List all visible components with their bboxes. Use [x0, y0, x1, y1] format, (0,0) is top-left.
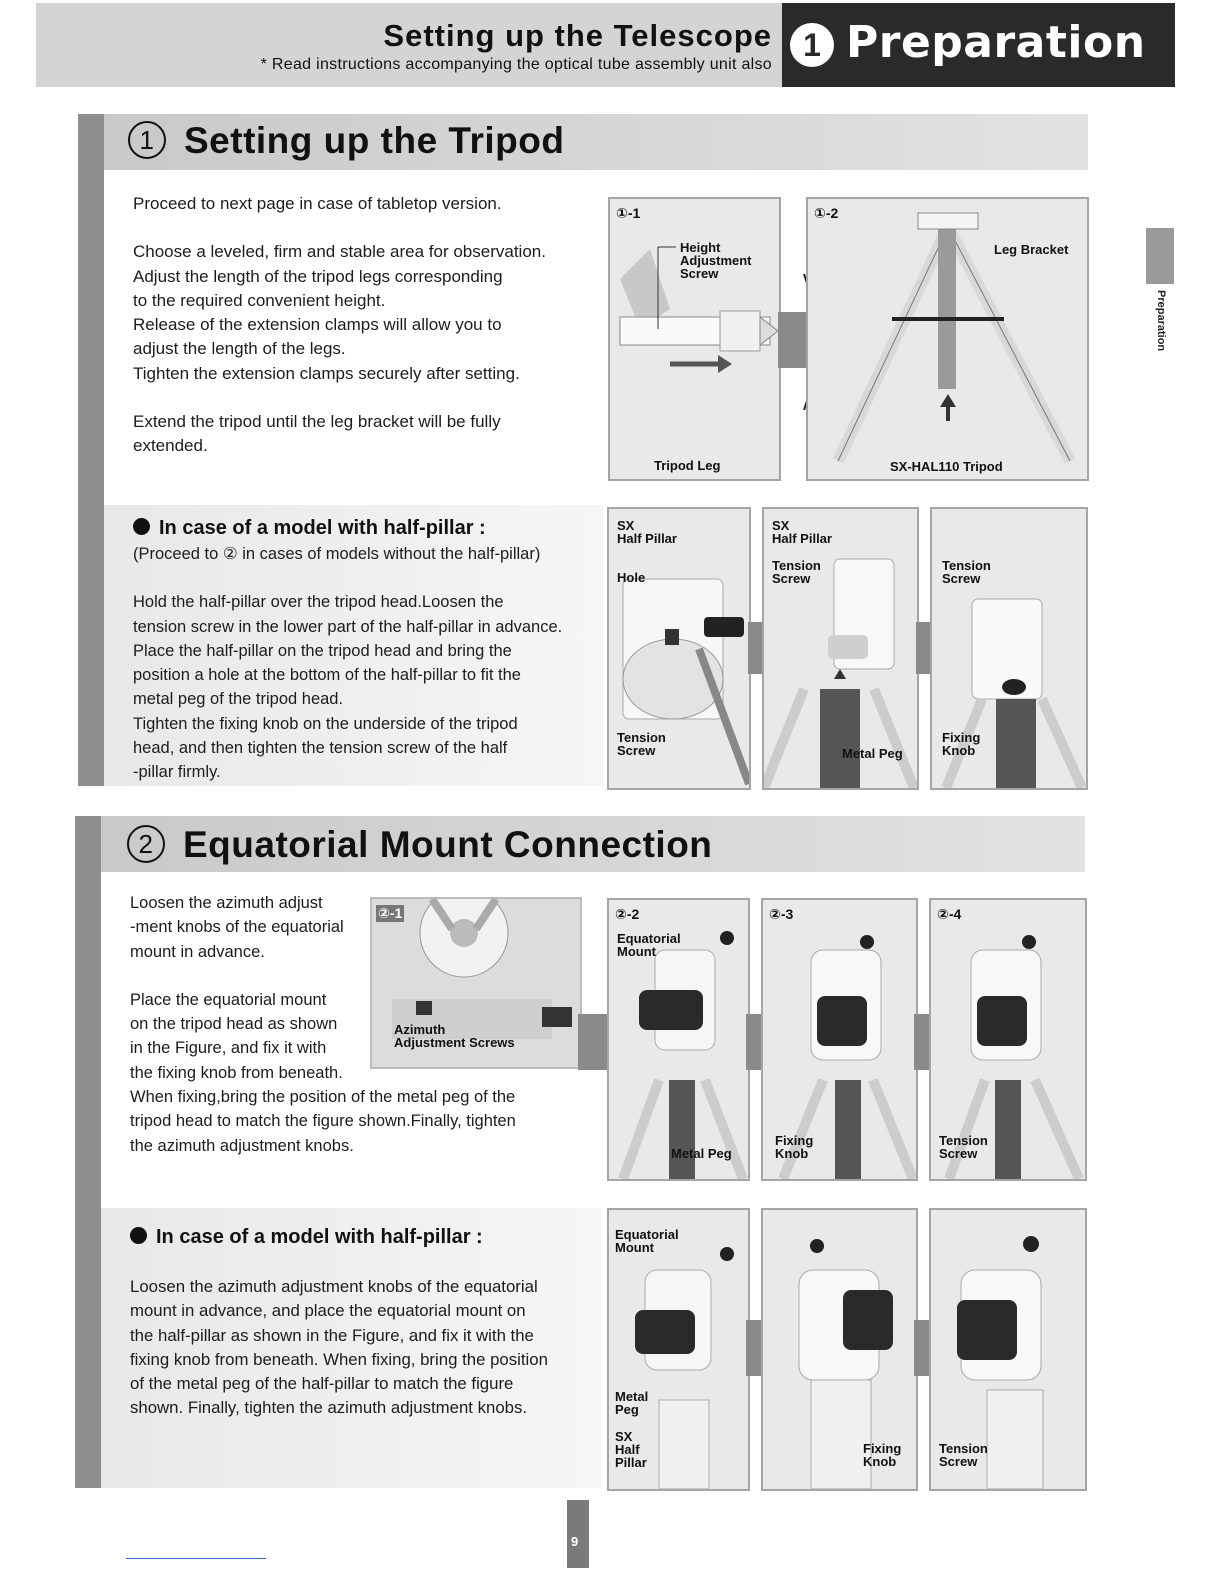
height-adjustment-screw-label: Height Adjustment Screw — [680, 240, 752, 281]
figure-2-4-number: ②-4 — [937, 906, 962, 922]
section2-para2-line: the fixing knob from beneath. — [130, 1063, 343, 1082]
section1-halfpillar-line: metal peg of the tripod head. — [133, 690, 344, 709]
side-tab-marker — [1146, 228, 1174, 284]
figure-2-2-number: ②-2 — [615, 906, 640, 922]
section1-para2-line: Release of the extension clamps will allow you to — [133, 315, 502, 335]
section2-halfpillar-line: mount in advance, and place the equatorial mount on — [130, 1301, 526, 1321]
sx-half-pillar-label: SX Half Pillar — [617, 518, 677, 546]
figure-1-1 — [608, 197, 781, 481]
equatorial-mount-label: Equatorial Mount — [615, 1227, 679, 1255]
chapter-title: Preparation — [846, 17, 1146, 68]
figure-halfpillar-b — [762, 507, 919, 790]
chapter-number-badge: 1 — [790, 23, 834, 67]
step-arrow — [578, 1014, 610, 1070]
side-tab — [1146, 290, 1174, 370]
metal-peg-label: Metal Peg — [615, 1389, 649, 1417]
hole-label: Hole — [617, 570, 646, 585]
section1-halfpillar-text — [133, 542, 603, 785]
figure-2-1-number: ②-1 — [378, 905, 403, 921]
section1-halfpillar-line: -pillar firmly. — [133, 763, 221, 782]
section2-para2-line: on the tripod head as shown — [130, 1015, 338, 1034]
equatorial-mount-label: Equatorial Mount — [617, 931, 681, 959]
section2-header — [101, 816, 1085, 872]
fixing-knob-label: Fixing Knob — [942, 730, 981, 758]
sx-half-pillar-label: SX Half Pillar — [772, 518, 832, 546]
bullet-icon — [133, 518, 150, 535]
section2-para3-line: the azimuth adjustment knobs. — [130, 1136, 354, 1155]
page-number: 9 — [571, 1534, 579, 1549]
page-number-tab — [567, 1500, 589, 1568]
section1-halfpillar-heading-text: In case of a model with half-pillar : — [159, 517, 486, 539]
section1-halfpillar-line: Place the half-pillar on the tripod head and bring the — [133, 641, 512, 660]
tension-screw-label: Tension Screw — [939, 1133, 988, 1161]
section1-header — [104, 114, 1088, 170]
section2-halfpillar-line: of the metal peg of the half-pillar to match the figure — [130, 1374, 514, 1394]
figure-1-2 — [806, 197, 1089, 481]
tension-screw-label: Tension Screw — [617, 730, 666, 758]
section1-side-bar — [78, 114, 104, 786]
section1-para3-line: Extend the tripod until the leg bracket will be fully — [133, 412, 501, 432]
figure-1-1-number: ①-1 — [616, 205, 641, 221]
section1-halfpillar-line: Hold the half-pillar over the tripod head.Loosen the — [133, 593, 504, 612]
section2-title-text: Equatorial Mount Connection — [183, 824, 713, 865]
section1-halfpillar-line: head, and then tighten the tension screw of the half — [133, 739, 508, 758]
section2-halfpillar-heading-text: In case of a model with half-pillar : — [156, 1226, 483, 1248]
leg-bracket-label: Leg Bracket — [994, 242, 1069, 257]
section1-halfpillar-line: position a hole at the bottom of the half-pillar to fit the — [133, 666, 521, 685]
section1-number: 1 — [128, 121, 166, 159]
section1-title — [128, 120, 564, 162]
bullet-icon — [130, 1227, 147, 1244]
section2-para3-line: tripod head to match the figure shown.Finally, tighten — [130, 1112, 516, 1131]
sx-hal110-tripod-label: SX-HAL110 Tripod — [890, 459, 1003, 474]
section2-side-bar — [75, 816, 101, 1488]
metal-peg-label: Metal Peg — [671, 1146, 732, 1161]
section2-halfpillar-line: fixing knob from beneath. When fixing, bring the position — [130, 1349, 548, 1369]
figure-2-halfpillar-b — [761, 1208, 918, 1491]
fixing-knob-label: Fixing Knob — [775, 1133, 814, 1161]
figure-halfpillar-c — [930, 507, 1088, 790]
azimuth-adjustment-screws-label: Azimuth Adjustment Screws — [394, 1022, 515, 1050]
section1-halfpillar-line: tension screw in the lower part of the half-pillar in advance. — [133, 617, 563, 636]
figure-2-3-number: ②-3 — [769, 906, 794, 922]
section2-halfpillar-line: Loosen the azimuth adjustment knobs of the equatorial — [130, 1277, 538, 1296]
page-title: Setting up the Telescope — [383, 18, 772, 53]
section2-para2-line: in the Figure, and fix it with — [130, 1039, 327, 1058]
tripod-leg-label: Tripod Leg — [654, 458, 721, 473]
section1-halfpillar-line: Tighten the fixing knob on the underside of the tripod — [133, 714, 518, 733]
figure-1-2-number: ①-2 — [814, 205, 839, 221]
section1-para2-line: Tighten the extension clamps securely after setting. — [133, 363, 520, 383]
sx-half-pillar-label: SX Half Pillar — [615, 1429, 647, 1470]
figure-2-halfpillar-a — [607, 1208, 750, 1491]
section1-para3-line: extended. — [133, 436, 208, 456]
section2-halfpillar-line: the half-pillar as shown in the Figure, and fix it with the — [130, 1325, 534, 1345]
section2-halfpillar-heading — [130, 1226, 483, 1249]
section1-halfpillar-heading — [133, 517, 486, 540]
section2-para1-line: -ment knobs of the equatorial — [130, 918, 344, 937]
section2-para2-line: Place the equatorial mount — [130, 990, 327, 1009]
section1-para1: Proceed to next page in case of tabletop version. — [133, 194, 502, 213]
tension-screw-label: Tension Screw — [772, 558, 821, 586]
metal-peg-label: Metal Peg — [842, 746, 903, 761]
figure-2-2 — [607, 898, 750, 1181]
section2-para1-line: Loosen the azimuth adjust — [130, 894, 323, 912]
section2-number: 2 — [127, 825, 165, 863]
section1-title-text: Setting up the Tripod — [184, 120, 565, 161]
header-note: * Read instructions accompanying the optical tube assembly unit also — [260, 56, 772, 73]
footer-link-line — [126, 1558, 266, 1559]
fixing-knob-label: Fixing Knob — [863, 1441, 902, 1469]
figure-2-4 — [929, 898, 1087, 1181]
section1-para2-line: Adjust the length of the tripod legs corresponding — [133, 266, 503, 286]
figure-2-3 — [761, 898, 918, 1181]
figure-2-1 — [370, 897, 582, 1069]
section2-halfpillar-line: shown. Finally, tighten the azimuth adjustment knobs. — [130, 1398, 528, 1418]
tension-screw-label: Tension Screw — [942, 558, 991, 586]
section1-para2-line: Choose a leveled, firm and stable area for observation. — [133, 242, 546, 262]
section1-para2-line: adjust the length of the legs. — [133, 339, 346, 359]
tension-screw-label: Tension Screw — [939, 1441, 988, 1469]
section1-text — [133, 192, 603, 459]
section2-title — [127, 824, 712, 866]
section2-para3-line: When fixing,bring the position of the metal peg of the — [130, 1088, 516, 1107]
figure-2-halfpillar-c — [929, 1208, 1087, 1491]
tripod-illustration — [808, 199, 1087, 479]
header-title-band — [36, 3, 782, 87]
figure-halfpillar-a — [607, 507, 751, 790]
section2-para1-line: mount in advance. — [130, 942, 265, 961]
section2-halfpillar-text — [130, 1275, 600, 1421]
side-tab-label: Preparation — [1155, 290, 1167, 352]
section1-para2-line: to the required convenient height. — [133, 290, 386, 310]
section1-halfpillar-note: (Proceed to ② in cases of models without the half-pillar) — [133, 545, 541, 563]
chapter-banner — [782, 3, 1175, 87]
